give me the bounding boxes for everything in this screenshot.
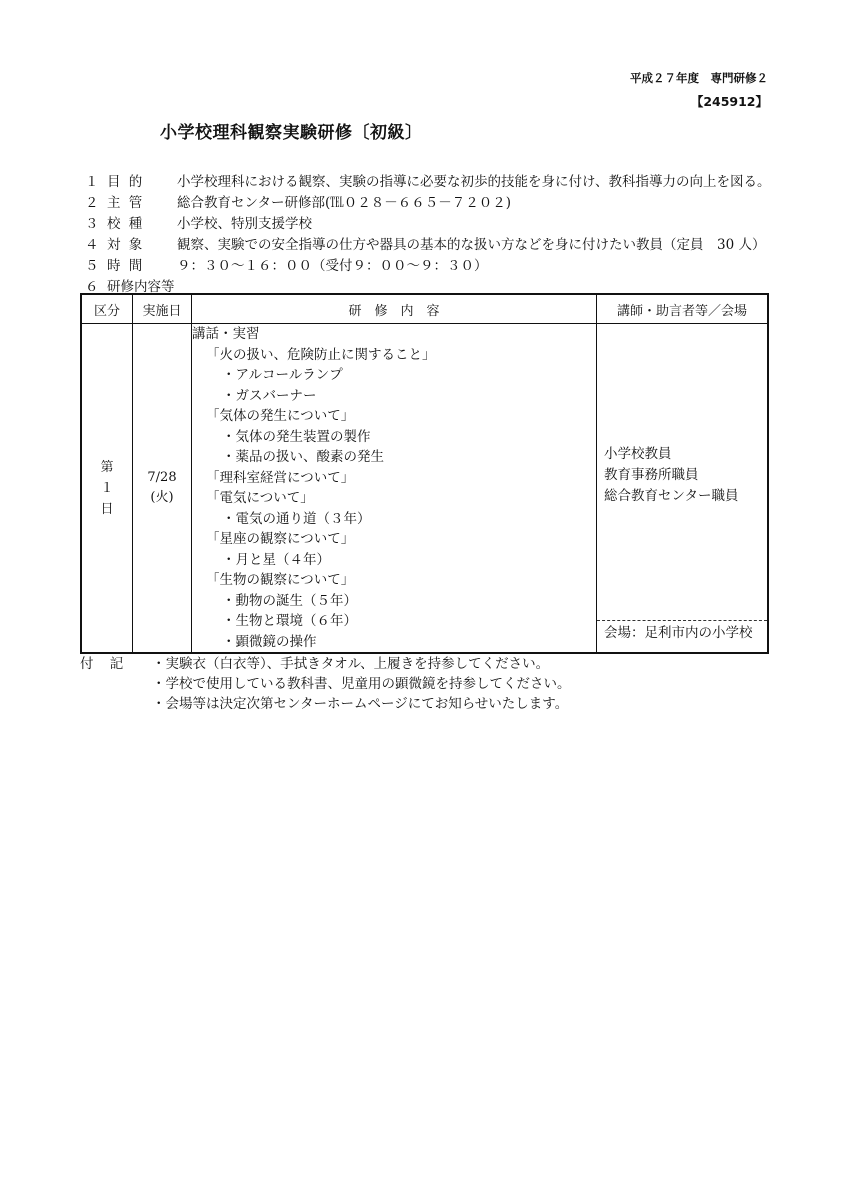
item-label: 研修内容等: [107, 279, 175, 295]
document-title: 小学校理科観察実験研修〔初級〕: [160, 123, 423, 143]
item-time: [85, 256, 775, 277]
item-label: 目 的: [107, 174, 145, 190]
content-line: ・月と星（４年）: [222, 551, 330, 568]
fiscal-year-course: 平成２７年度 専門研修２: [630, 71, 768, 85]
notes-indent: [80, 674, 152, 694]
content-line: ・顕微鏡の操作: [222, 633, 317, 650]
header-date: 実施日: [133, 294, 192, 324]
item-value: ９：３０～１６：００（受付９：００～９：３０）: [177, 258, 488, 274]
note-text: ・会場等は決定次第センターホームページにてお知らせいたします。: [152, 696, 569, 712]
table-row: [81, 324, 768, 654]
notes-heading: 付 記: [80, 656, 130, 672]
content-line: ・気体の発生装置の製作: [222, 428, 371, 445]
division-cell: [81, 324, 133, 654]
content-line: 「電気について」: [206, 490, 314, 506]
item-value: 観察、実験での安全指導の仕方や器具の基本的な扱い方などを身に付けたい教員（定員 30 人）: [177, 237, 766, 253]
division-char: 第: [100, 459, 114, 475]
date-value: 7/28: [147, 470, 177, 485]
item-label: 対 象: [107, 237, 145, 253]
item-purpose: [85, 172, 775, 193]
note-row: [80, 694, 780, 714]
content-line: ・生物と環境（６年）: [222, 613, 357, 629]
item-school-type: [85, 214, 775, 235]
lecturer-item: 教育事務所職員: [604, 467, 699, 483]
item-value: 小学校、特別支援学校: [177, 216, 312, 232]
item-number: １: [85, 174, 99, 190]
item-number: ４: [85, 237, 99, 253]
item-label: 校 種: [107, 216, 145, 232]
content-line: 講話・実習: [192, 326, 260, 342]
note-text: ・実験衣（白衣等）、手拭きタオル、上履きを持参してください。: [152, 656, 550, 672]
division-char: １: [100, 480, 114, 496]
item-target: [85, 235, 775, 256]
notes-section: [80, 654, 780, 714]
content-line: 「火の扱い、危険防止に関すること」: [206, 346, 436, 363]
notes-indent: [80, 694, 152, 714]
content-line: ・薬品の扱い、酸素の発生: [222, 449, 384, 465]
content-cell: [192, 324, 597, 654]
note-text: ・学校で使用している教科書、児童用の顕微鏡を持参してください。: [152, 676, 571, 692]
note-row: [80, 654, 780, 674]
venue: 会場：足利市内の小学校: [597, 620, 767, 645]
item-label: 主 管: [107, 195, 145, 211]
content-line: ・電気の通り道（３年）: [222, 510, 371, 527]
item-value: 小学校理科における観察、実験の指導に必要な初歩的技能を身に付け、教科指導力の向上を図る。: [177, 174, 771, 190]
course-code: 【245912】: [690, 94, 768, 109]
item-label: 時 間: [107, 258, 145, 274]
division-char: 日: [100, 501, 114, 517]
item-number: ６: [85, 279, 99, 295]
date-cell: [133, 324, 192, 654]
content-line: 「理科室経営について」: [206, 469, 355, 486]
header-lecturer: 講師・助言者等／会場: [597, 294, 769, 324]
schedule-table: [80, 293, 769, 654]
lecturer-list: [597, 324, 767, 620]
content-line: 「生物の観察について」: [206, 572, 355, 588]
item-number: ２: [85, 195, 99, 211]
content-line: ・ガスバーナー: [222, 387, 317, 404]
lecturer-cell: [597, 324, 769, 654]
item-value: 総合教育センター研修部(℡０２８－６６５－７２０２): [177, 195, 511, 211]
lecturer-item: 小学校教員: [604, 446, 672, 462]
lecturer-item: 総合教育センター職員: [604, 488, 739, 504]
content-line: 「星座の観察について」: [206, 531, 355, 547]
item-number: ３: [85, 216, 99, 232]
weekday-value: (火): [150, 490, 174, 505]
header-division: 区分: [81, 294, 133, 324]
note-row: [80, 674, 780, 694]
table-header-row: [81, 294, 768, 324]
content-line: ・動物の誕生（５年）: [222, 592, 357, 609]
outline-items: [85, 172, 775, 298]
content-line: ・アルコールランプ: [222, 367, 343, 383]
header-content: 研 修 内 容: [192, 294, 597, 324]
item-number: ５: [85, 258, 99, 274]
item-organizer: [85, 193, 775, 214]
content-line: 「気体の発生について」: [206, 408, 355, 424]
